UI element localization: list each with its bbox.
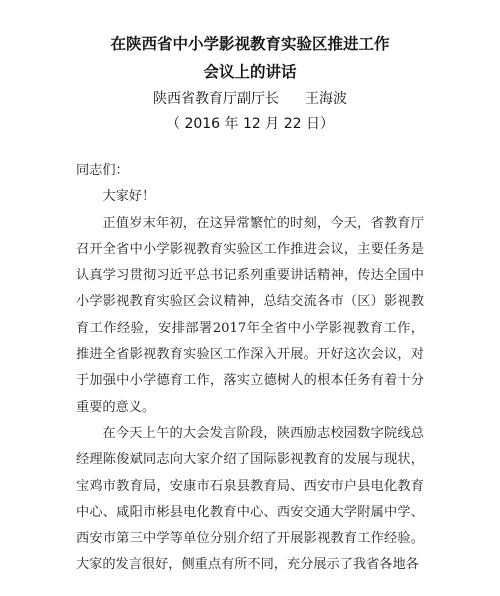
speech-date: （ 2016 年 12 月 22 日） [166, 116, 334, 132]
author-byline [0, 89, 500, 109]
author-name: 王海波 [305, 91, 347, 107]
document-title-line-2: 会议上的讲话 [203, 63, 297, 81]
paragraph-greeting: 大家好！ [102, 189, 156, 205]
paragraph-opening: 正值岁末年初，在这异常繁忙的时刻，今天，省教育厅召开全省中小学影视教育实验区工作推进会议，主要任务是认真学习贯彻习近平总书记系列重要讲话精神，传达全国中小学影视教育实验区会议精神，总结交流各市（区）影视教育工作经验，安排部署2017年全省中小学影视教育工作，推进全省影视教育实验区工作深入开展。开好这次会议，对于加强中小学德育工作，落实立德树人的根本任务有着十分重要的意义。 [76, 215, 424, 415]
paragraph-morning-session: 在今天上午的大会发言阶段，陕西励志校园数字院线总经理陈俊斌同志向大家介绍了国际影视教育的发展与现状，宝鸡市教育局，安康市石泉县教育局、西安市户县电化教育中心、咸阳市彬县电化教育中心、西安交通大学附属中学、西安市第三中学等单位分别介绍了开展影视教育工作经验。大家的发言很好，侧重点有所不同，充分展示了我省各地各 [76, 425, 424, 573]
document-title-line-1: 在陕西省中小学影视教育实验区推进工作 [110, 35, 390, 53]
document-body [76, 158, 424, 579]
author-position: 陕西省教育厅副厅长 [153, 91, 279, 107]
salutation: 同志们： [76, 163, 129, 178]
